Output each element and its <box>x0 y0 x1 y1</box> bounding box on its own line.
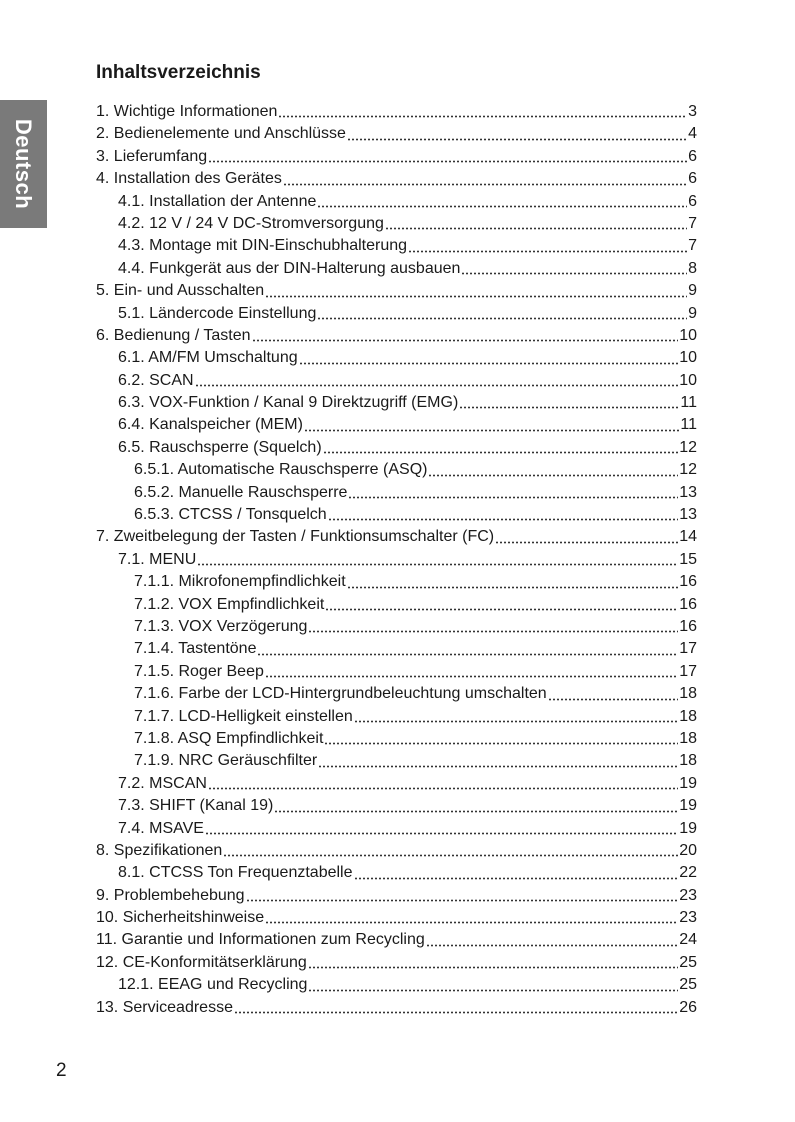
toc-entry-label: 7.1.7. LCD-Helligkeit einstellen <box>134 707 353 725</box>
toc-entry-label: 12. CE-Konformitätserklärung <box>96 953 307 971</box>
toc-entry-label: 7.1.8. ASQ Empfindlichkeit <box>134 729 324 747</box>
toc-dot-leader <box>265 662 678 678</box>
toc-entry-page: 6 <box>688 170 697 188</box>
toc-entry-label: 2. Bedienelemente und Anschlüsse <box>96 125 346 143</box>
toc-entry-page: 19 <box>679 797 697 815</box>
toc-entry[interactable] <box>96 683 697 705</box>
toc-entry[interactable] <box>96 862 697 884</box>
toc-entry-page: 6 <box>688 147 697 165</box>
toc-dot-leader <box>308 953 678 969</box>
toc-entry[interactable] <box>96 437 697 459</box>
toc-entry[interactable] <box>96 773 697 795</box>
toc-entry[interactable] <box>96 414 697 436</box>
toc-dot-leader <box>252 326 679 342</box>
toc-entry[interactable] <box>96 347 697 369</box>
toc-entry-label: 6.3. VOX-Funktion / Kanal 9 Direktzugriff (EMG) <box>118 394 459 412</box>
toc-dot-leader <box>318 752 678 768</box>
toc-entry-label: 8.1. CTCSS Ton Frequenztabelle <box>118 864 353 882</box>
toc-entry-page: 8 <box>688 259 697 277</box>
toc-entry[interactable] <box>96 571 697 593</box>
toc-entry-label: 5. Ein- und Ausschalten <box>96 282 265 300</box>
toc-entry-page: 26 <box>679 998 697 1016</box>
toc-dot-leader <box>495 528 678 544</box>
toc-entry[interactable] <box>96 370 697 392</box>
toc-entry[interactable] <box>96 661 697 683</box>
toc-entry[interactable] <box>96 504 697 526</box>
toc-dot-leader <box>208 147 687 163</box>
toc-entry[interactable] <box>96 191 697 213</box>
toc-entry-label: 7.1.2. VOX Empfindlichkeit <box>134 595 325 613</box>
toc-entry-label: 6. Bedienung / Tasten <box>96 326 251 344</box>
toc-entry[interactable] <box>96 952 697 974</box>
toc-entry-label: 8. Spezifikationen <box>96 841 223 859</box>
toc-entry-label: 1. Wichtige Informationen <box>96 103 278 120</box>
toc-entry-page: 18 <box>679 752 697 770</box>
toc-entry-label: 6.1. AM/FM Umschaltung <box>118 349 298 367</box>
toc-entry[interactable] <box>96 885 697 907</box>
toc-dot-leader <box>283 170 687 186</box>
toc-entry-label: 7.3. SHIFT (Kanal 19) <box>118 797 274 815</box>
toc-entry-page: 12 <box>679 438 697 456</box>
toc-dot-leader <box>428 461 678 477</box>
toc-dot-leader <box>299 349 679 365</box>
toc-entry-label: 7.1.9. NRC Geräuschfilter <box>134 752 318 770</box>
toc-entry-label: 4.2. 12 V / 24 V DC-Stromversorgung <box>118 214 384 232</box>
toc-entry-page: 16 <box>679 573 697 591</box>
toc-entry-page: 19 <box>679 774 697 792</box>
toc-entry-page: 12 <box>679 461 697 479</box>
toc-entry[interactable] <box>96 123 697 145</box>
toc-dot-leader <box>205 819 678 835</box>
page-number: 2 <box>56 1060 67 1081</box>
toc-entry-page: 4 <box>688 125 697 143</box>
toc-entry-label: 6.5.1. Automatische Rauschsperre (ASQ) <box>134 461 428 479</box>
toc-dot-leader <box>408 237 687 253</box>
toc-dot-leader <box>197 550 678 566</box>
toc-entry-label: 6.5.3. CTCSS / Tonsquelch <box>134 506 327 524</box>
toc-entry-page: 18 <box>679 707 697 725</box>
toc-entry[interactable] <box>96 638 697 660</box>
toc-entry[interactable] <box>96 459 697 481</box>
toc-entry-page: 16 <box>679 617 697 635</box>
toc-entry-page: 18 <box>679 685 697 703</box>
toc-entry[interactable] <box>96 168 697 190</box>
toc-entry-label: 7. Zweitbelegung der Tasten / Funktionsumschalter (FC) <box>96 528 495 546</box>
toc-entry[interactable] <box>96 750 697 772</box>
toc-entry-label: 7.4. MSAVE <box>118 819 204 837</box>
toc-dot-leader <box>223 841 678 857</box>
toc-dot-leader <box>308 976 678 992</box>
toc-dot-leader <box>257 640 678 656</box>
toc-entry[interactable] <box>96 795 697 817</box>
toc-entry-page: 25 <box>679 953 697 971</box>
toc-entry-label: 12.1. EEAG und Recycling <box>118 976 308 994</box>
toc-entry-label: 7.1.5. Roger Beep <box>134 662 264 680</box>
toc-entry[interactable] <box>96 907 697 929</box>
toc-entry[interactable] <box>96 818 697 840</box>
toc-entry-page: 3 <box>688 103 697 120</box>
toc-entry[interactable] <box>96 146 697 168</box>
toc-dot-leader <box>274 797 678 813</box>
toc-dot-leader <box>265 908 678 924</box>
toc-entry[interactable] <box>96 974 697 996</box>
toc-entry[interactable] <box>96 280 697 302</box>
toc-entry-page: 23 <box>679 886 697 904</box>
toc-dot-leader <box>208 774 678 790</box>
toc-dot-leader <box>317 192 687 208</box>
toc-dot-leader <box>347 573 679 589</box>
toc-dot-leader <box>328 505 679 521</box>
toc-dot-leader <box>304 416 679 432</box>
toc-entry-label: 4.1. Installation der Antenne <box>118 192 317 210</box>
toc-entry[interactable] <box>96 728 697 750</box>
toc-entry[interactable] <box>96 213 697 235</box>
toc-entry-page: 13 <box>679 506 697 524</box>
toc-entry-page: 23 <box>679 909 697 927</box>
toc-entry-page: 15 <box>679 550 697 568</box>
toc-entry-page: 22 <box>679 864 697 882</box>
toc-entry-label: 6.4. Kanalspeicher (MEM) <box>118 416 303 434</box>
toc-dot-leader <box>354 864 679 880</box>
toc-dot-leader <box>354 707 678 723</box>
toc-dot-leader <box>347 125 687 141</box>
toc-entry-label: 5.1. Ländercode Einstellung <box>118 304 317 322</box>
toc-entry-label: 6.5.2. Manuelle Rauschsperre <box>134 483 348 501</box>
toc-entry[interactable] <box>96 235 697 257</box>
toc-entry-page: 17 <box>679 640 697 658</box>
page-title: Inhaltsverzeichnis <box>96 62 261 83</box>
toc-dot-leader <box>265 282 687 298</box>
toc-entry-page: 16 <box>679 595 697 613</box>
toc-entry[interactable] <box>96 997 697 1019</box>
toc-entry[interactable] <box>96 706 697 728</box>
toc-entry-page: 11 <box>680 394 697 412</box>
toc-entry-page: 6 <box>688 192 697 210</box>
toc-dot-leader <box>325 595 678 611</box>
toc-dot-leader <box>323 438 679 454</box>
toc-dot-leader <box>195 371 679 387</box>
toc-entry-label: 4. Installation des Gerätes <box>96 170 282 188</box>
toc-entry[interactable] <box>96 482 697 504</box>
toc-entry[interactable] <box>96 392 697 414</box>
toc-entry[interactable] <box>96 594 697 616</box>
toc-dot-leader <box>548 685 679 701</box>
toc-entry[interactable] <box>96 549 697 571</box>
language-tab-label: Deutsch <box>11 118 37 210</box>
toc-entry-label: 13. Serviceadresse <box>96 998 233 1016</box>
toc-entry-label: 10. Sicherheitshinweise <box>96 909 265 927</box>
toc-entry-label: 4.4. Funkgerät aus der DIN-Halterung ausbauen <box>118 259 461 277</box>
toc-dot-leader <box>246 886 679 902</box>
toc-entry[interactable] <box>96 101 697 123</box>
toc-entry-label: 3. Lieferumfang <box>96 147 208 165</box>
toc-entry-page: 14 <box>679 528 697 546</box>
toc-entry-label: 7.1.3. VOX Verzögerung <box>134 617 308 635</box>
toc-entry-page: 25 <box>679 976 697 994</box>
toc-entry-label: 11. Garantie und Informationen zum Recycling <box>96 931 425 949</box>
toc-entry[interactable] <box>96 303 697 325</box>
toc-dot-leader <box>234 998 678 1014</box>
toc-entry-page: 24 <box>679 931 697 949</box>
toc-entry[interactable] <box>96 258 697 280</box>
toc-entry[interactable] <box>96 616 697 638</box>
toc-entry-page: 10 <box>679 326 697 344</box>
toc-entry-label: 7.1. MENU <box>118 550 197 568</box>
toc-dot-leader <box>459 393 679 409</box>
toc-entry-page: 13 <box>679 483 697 501</box>
toc-entry[interactable] <box>96 526 697 548</box>
toc-dot-leader <box>348 483 678 499</box>
toc-dot-leader <box>426 931 678 947</box>
toc-entry-page: 10 <box>679 349 697 367</box>
toc-entry-label: 7.1.6. Farbe der LCD-Hintergrundbeleuchtung umschalten <box>134 685 547 703</box>
toc-entry-label: 6.2. SCAN <box>118 371 194 389</box>
toc-entry[interactable] <box>96 840 697 862</box>
toc-dot-leader <box>385 214 687 230</box>
language-tab <box>0 100 47 228</box>
toc-entry-label: 4.3. Montage mit DIN-Einschubhalterung <box>118 237 408 255</box>
toc-entry-page: 11 <box>680 416 697 434</box>
toc-entry-label: 7.1.4. Tastentöne <box>134 640 257 658</box>
toc-entry-page: 9 <box>688 304 697 322</box>
toc-entry[interactable] <box>96 325 697 347</box>
toc-dot-leader <box>324 729 678 745</box>
toc-entry-label: 7.2. MSCAN <box>118 774 207 792</box>
toc-entry-page: 20 <box>679 841 697 859</box>
toc-entry-label: 9. Problembehebung <box>96 886 245 904</box>
toc-dot-leader <box>317 304 687 320</box>
toc-entry[interactable] <box>96 929 697 951</box>
toc-dot-leader <box>308 617 678 633</box>
toc-dot-leader <box>461 259 687 275</box>
toc-entry-page: 10 <box>679 371 697 389</box>
toc-entry-page: 17 <box>679 662 697 680</box>
toc-entry-page: 7 <box>688 214 697 232</box>
toc-entry-page: 7 <box>688 237 697 255</box>
toc-entry-page: 18 <box>679 729 697 747</box>
toc-dot-leader <box>278 102 687 118</box>
toc-entry-page: 19 <box>679 819 697 837</box>
table-of-contents <box>96 101 697 1019</box>
toc-entry-label: 6.5. Rauschsperre (Squelch) <box>118 438 322 456</box>
toc-entry-page: 9 <box>688 282 697 300</box>
toc-entry-label: 7.1.1. Mikrofonempfindlichkeit <box>134 573 346 591</box>
